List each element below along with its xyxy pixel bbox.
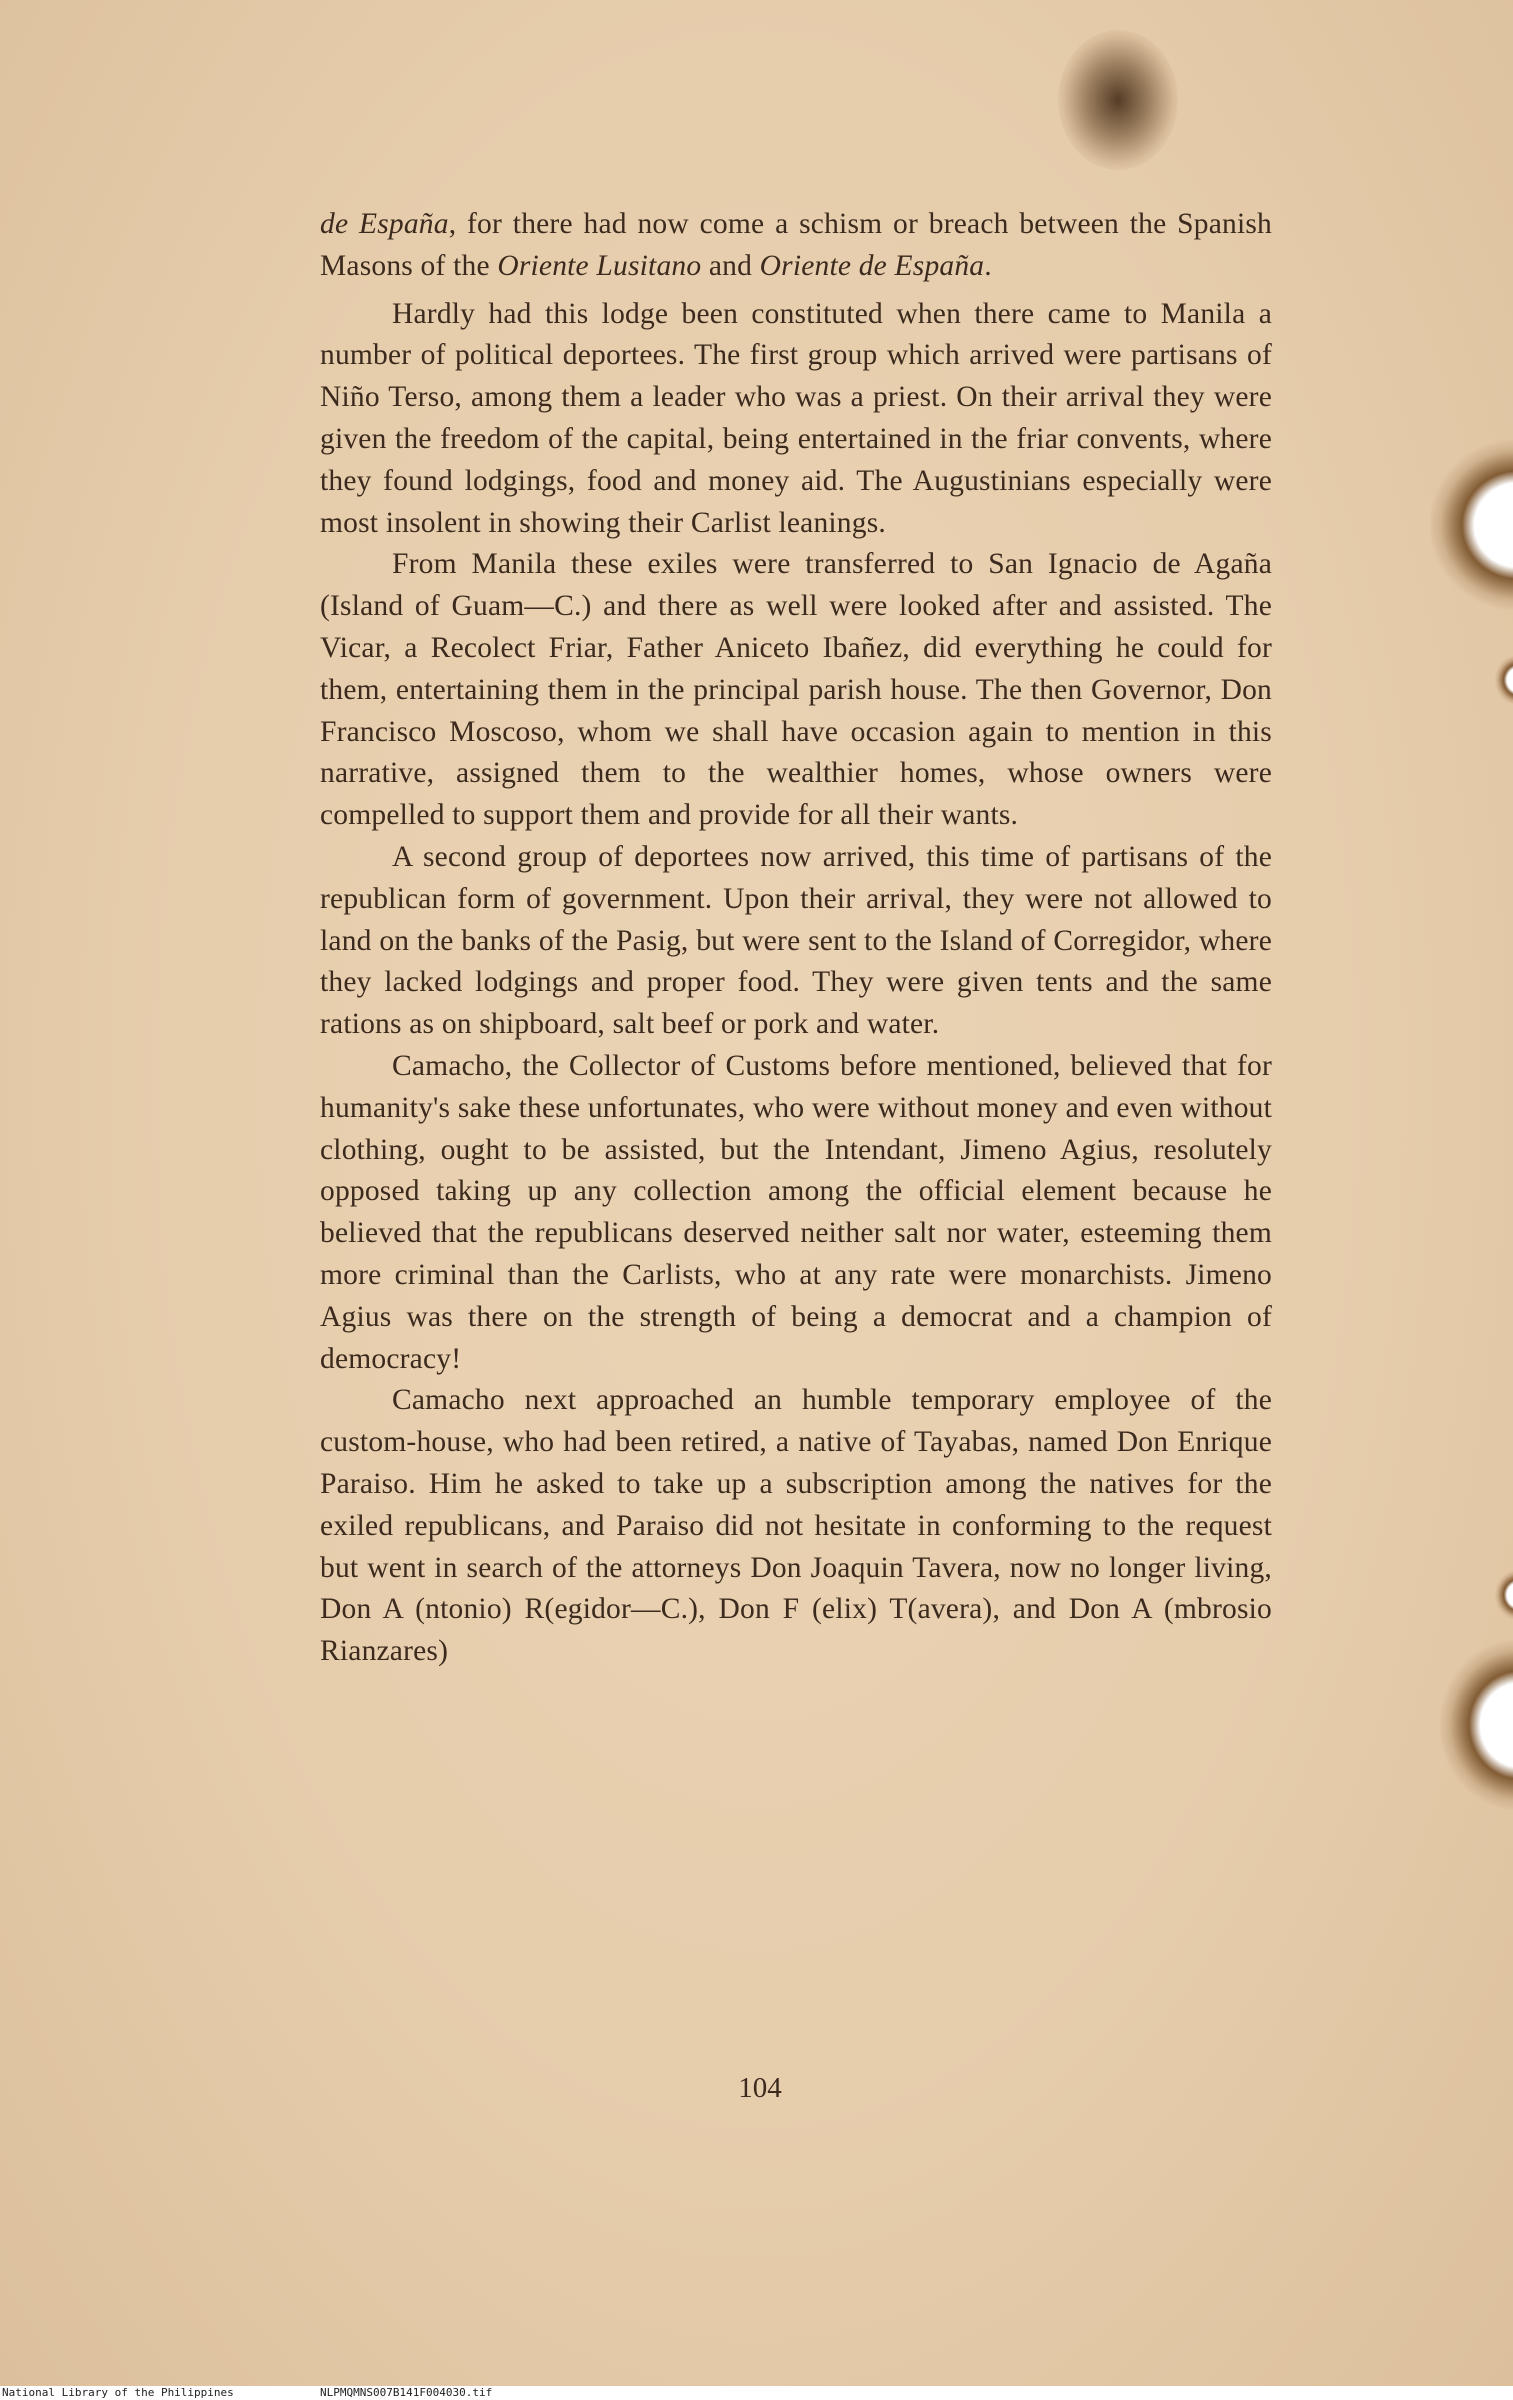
paragraph-3: From Manila these exiles were transferred to San Ignacio de Agaña (Island of Guam—C.) and there as well were looked after and assisted. The Vicar, a Recolect Friar, Father Aniceto Ibañez, did everything he could for them, entertaining them in the principal parish house. The then Governor, Don Francisco Moscoso, whom we shall have occasion again to mention in this narrative, assigned them to the wealthier homes, whose owners were compelled to support them and provide for all their wants. [320, 548, 1272, 832]
text-run: and [701, 249, 760, 282]
library-label: National Library of the Philippines [2, 2386, 234, 2399]
paragraph-5: Camacho, the Collector of Customs before mentioned, believed that for humanity's sake these unfortunates, who were without money and even without clothing, ought to be assisted, but the Intendant, Jimeno Agius, resolutely opposed taking up any collection among the official element because he believed that the republicans deserved neither salt nor water, esteeming them more criminal than the Carlists, who at any rate were monarchists. Jimeno Agius was there on the strength of being a democrat and a champion of democracy! [320, 1049, 1272, 1375]
file-name: NLPMQMNS007B141F004030.tif [320, 2386, 493, 2399]
torn-edge [1495, 655, 1513, 705]
italic-phrase: de España [320, 208, 449, 240]
torn-edge [1495, 1570, 1513, 1620]
ink-stain [1058, 30, 1178, 170]
italic-phrase: Oriente Lusitano [497, 249, 702, 282]
page-number: 104 [738, 2072, 782, 2104]
torn-edge [1430, 440, 1513, 610]
torn-edge [1440, 1640, 1513, 1810]
italic-phrase: Oriente de España [759, 249, 985, 282]
body-text [320, 204, 1272, 1673]
paragraph-1 [320, 204, 1272, 288]
paragraph-4: A second group of deportees now arrived, this time of partisans of the republican form of government. Upon their arrival, they were not allowed to land on the banks of the Pasig, but were sent to the Island of Corregidor, where they lacked lodgings and proper food. They were given tents and the same rations as on shipboard, salt beef or pork and water. [320, 840, 1272, 1041]
paragraph-2: Hardly had this lodge been constituted when there came to Manila a number of political deportees. The first group which arrived were partisans of Niño Terso, among them a leader who was a priest. On their arrival they were given the freedom of the capital, being entertained in the friar convents, where they found lodgings, food and money aid. The Augustinians especially were most insolent in showing their Carlist leanings. [320, 297, 1272, 539]
text-run: . [984, 249, 992, 282]
scan-footer [0, 2386, 1513, 2400]
paragraph-6: Camacho next approached an humble temporary employee of the custom-house, who had been retired, a native of Tayabas, named Don Enrique Paraiso. Him he asked to take up a subscription among the natives for the exiled republicans, and Paraiso did not hesitate in conforming to the request but went in search of the attorneys Don Joaquin Tavera, now no longer living, Don A (ntonio) R(egidor—C.), Don F (elix) T(avera), and Don A (mbrosio Rianzares) [320, 1384, 1272, 1668]
text-run: , for there had now come a schism or breach between the Spanish Masons of the [320, 208, 1272, 282]
